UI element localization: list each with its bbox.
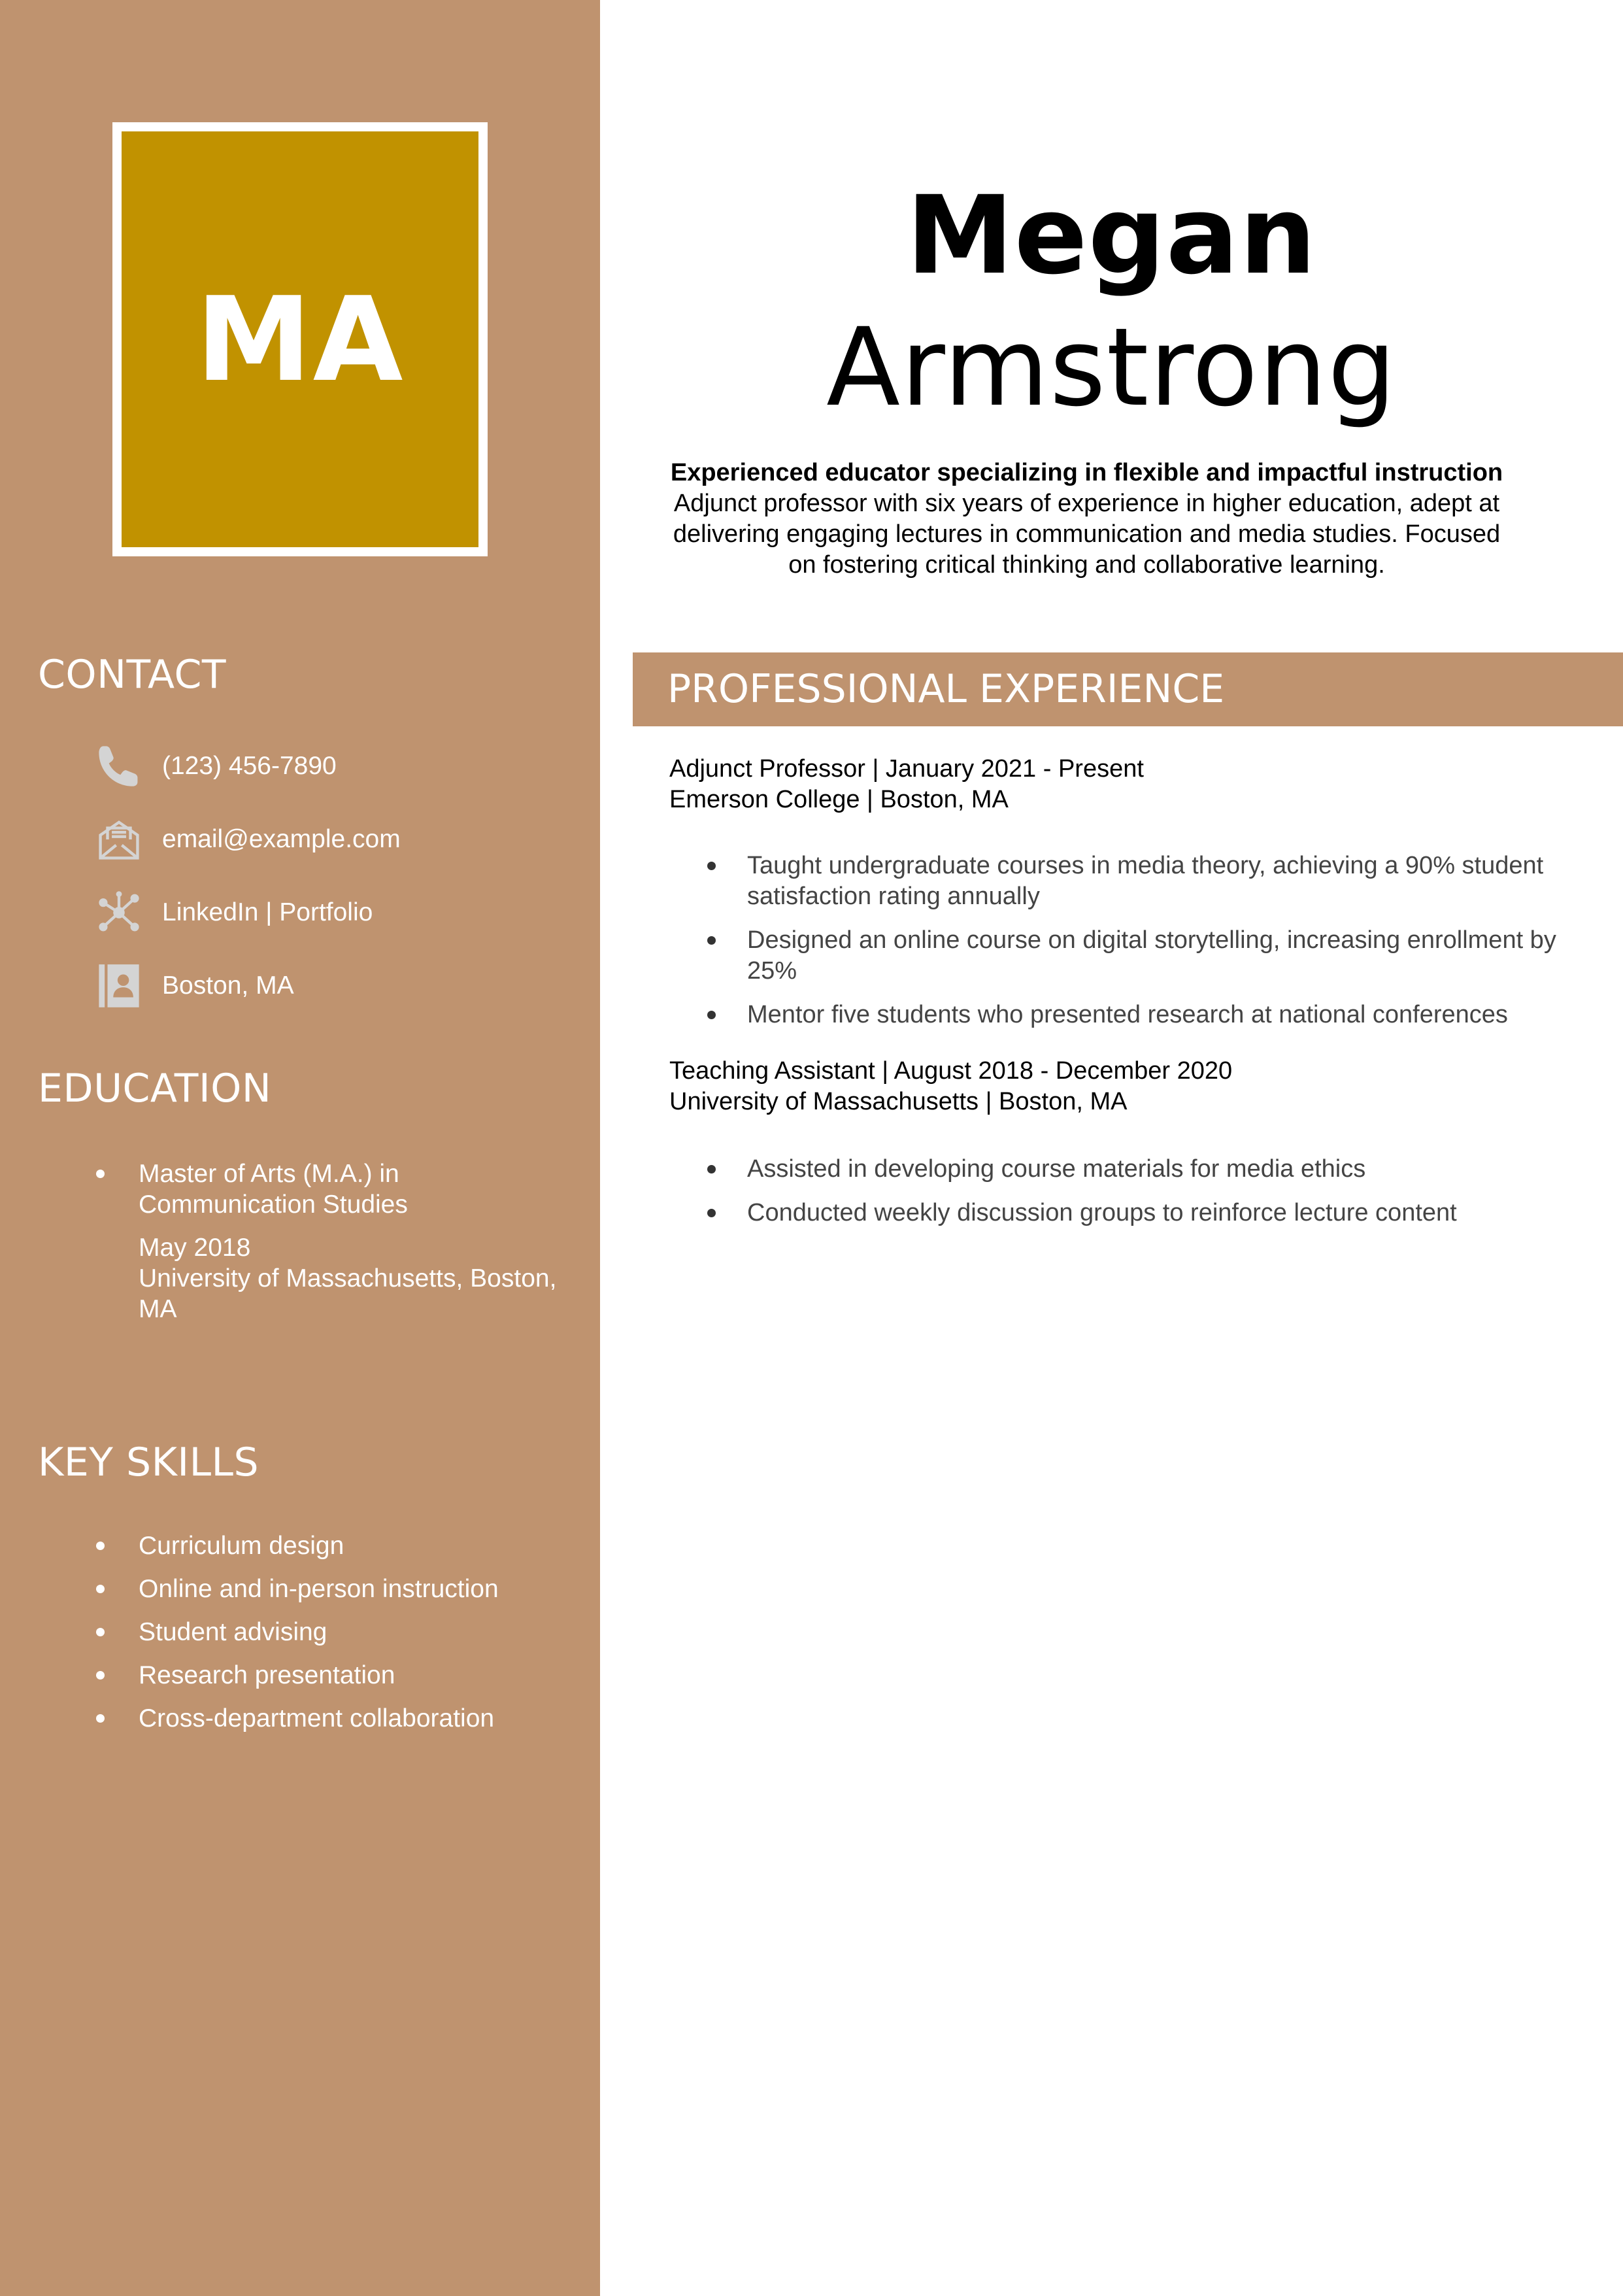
summary xyxy=(647,458,1526,581)
skill-bullet xyxy=(96,1585,105,1593)
job-2-bullet-2: Conducted weekly discussion groups to reinforce lecture content xyxy=(747,1199,1457,1226)
skill-bullet xyxy=(96,1671,105,1680)
skill-item: Student advising xyxy=(139,1618,327,1646)
skill-item: Research presentation xyxy=(139,1661,395,1689)
job-2-bullet-1: Assisted in developing course materials for media ethics xyxy=(747,1155,1366,1183)
skill-item: Curriculum design xyxy=(139,1532,344,1560)
job-1-bullet-3: Mentor five students who presented research at national conferences xyxy=(747,1001,1508,1028)
name-first: Megan xyxy=(906,173,1317,298)
summary-line: delivering engaging lectures in communication and media studies. Focused xyxy=(673,520,1501,548)
education-degree-line-2: Communication Studies xyxy=(139,1190,408,1219)
summary-line: on fostering critical thinking and collaborative learning. xyxy=(788,551,1385,579)
job-2-org: University of Massachusetts | Boston, MA xyxy=(669,1088,1128,1115)
name-last: Armstrong xyxy=(826,305,1397,430)
job-1-bullet-1-line-2: satisfaction rating annually xyxy=(747,883,1040,910)
contact-phone xyxy=(95,741,337,791)
phone-icon xyxy=(95,743,142,790)
skill-bullet xyxy=(96,1542,105,1550)
job-2-title: Teaching Assistant | August 2018 - December 2020 xyxy=(669,1057,1233,1085)
job-1-title: Adjunct Professor | January 2021 - Present xyxy=(669,755,1144,783)
contact-card-icon xyxy=(95,962,142,1009)
skill-item: Cross-department collaboration xyxy=(139,1704,495,1732)
experience-heading: PROFESSIONAL EXPERIENCE xyxy=(667,666,1225,712)
mail-icon xyxy=(95,816,142,863)
skill-bullet xyxy=(96,1628,105,1636)
contact-email-text: email@example.com xyxy=(162,825,401,853)
education-degree-line-1: Master of Arts (M.A.) in xyxy=(139,1160,399,1188)
job-1-bullet xyxy=(707,936,716,945)
job-2-bullet xyxy=(707,1209,716,1217)
summary-line: Adjunct professor with six years of experience in higher education, adept at xyxy=(673,490,1500,517)
skill-item: Online and in-person instruction xyxy=(139,1575,499,1603)
monogram: MA xyxy=(122,131,478,547)
job-1-bullet xyxy=(707,1011,716,1019)
education-bullet xyxy=(96,1170,105,1178)
monogram-frame xyxy=(112,122,488,556)
education-school-line-2: MA xyxy=(139,1295,177,1323)
sidebar xyxy=(0,0,600,2296)
contact-location xyxy=(95,961,294,1011)
education-school-line-1: University of Massachusetts, Boston, xyxy=(139,1264,557,1292)
job-1-bullet-2-line-1: Designed an online course on digital storytelling, increasing enrollment by xyxy=(747,926,1556,954)
network-icon xyxy=(95,889,142,936)
skill-bullet xyxy=(96,1714,105,1723)
contact-links-text: LinkedIn | Portfolio xyxy=(162,898,373,926)
job-1-bullet-2-line-2: 25% xyxy=(747,957,797,985)
contact-heading: CONTACT xyxy=(38,652,227,698)
summary-headline: Experienced educator specializing in flexible and impactful instruction xyxy=(670,459,1503,486)
contact-location-text: Boston, MA xyxy=(162,971,294,1000)
job-1-bullet xyxy=(707,862,716,870)
skills-heading: KEY SKILLS xyxy=(38,1440,259,1485)
job-1-org: Emerson College | Boston, MA xyxy=(669,786,1009,813)
contact-phone-text: (123) 456-7890 xyxy=(162,752,337,780)
education-heading: EDUCATION xyxy=(38,1066,272,1111)
job-1-bullet-1-line-1: Taught undergraduate courses in media theory, achieving a 90% student xyxy=(747,852,1544,879)
experience-banner xyxy=(633,652,1623,726)
job-2-bullet xyxy=(707,1165,716,1173)
contact-links xyxy=(95,888,373,937)
education-date: May 2018 xyxy=(139,1234,251,1262)
contact-email xyxy=(95,815,401,864)
